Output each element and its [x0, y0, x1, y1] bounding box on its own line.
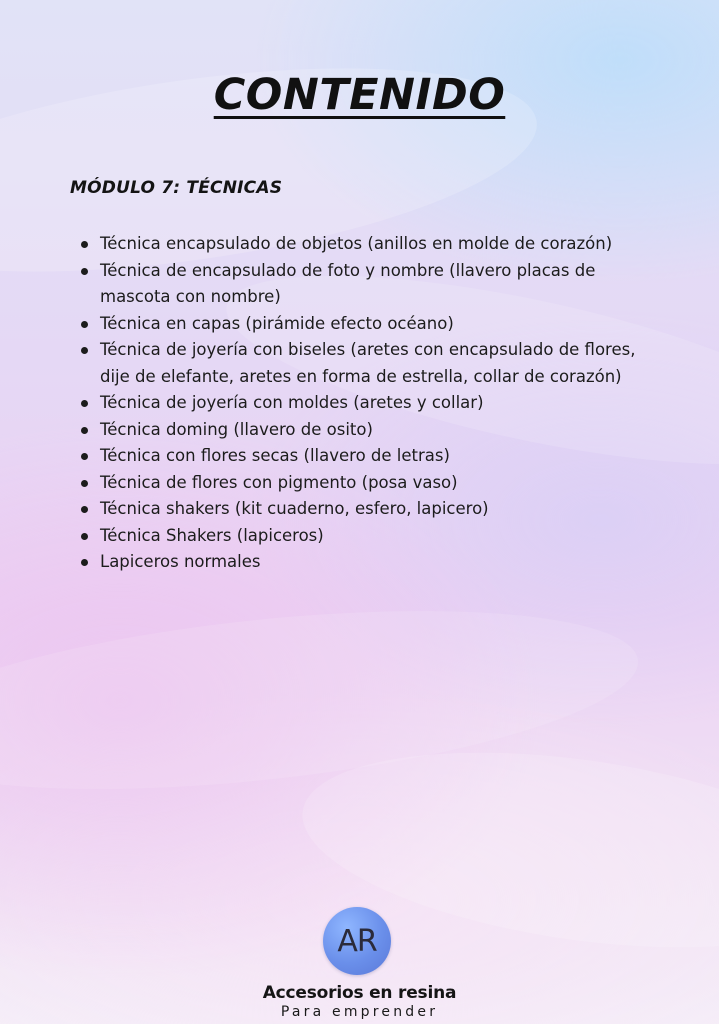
technique-list: [100, 231, 670, 576]
list-item: Técnica doming (llavero de osito): [100, 417, 670, 444]
brand-name: Accesorios en resina: [262, 983, 457, 1003]
background-swirl: [0, 581, 646, 820]
list-item: Técnica Shakers (lapiceros): [100, 523, 670, 550]
list-item: Lapiceros normales: [100, 549, 670, 576]
brand-tagline: Para emprender: [280, 1004, 439, 1020]
list-item: Técnica de joyería con moldes (aretes y collar): [100, 390, 670, 417]
brand-logo-mark: AR: [337, 923, 377, 959]
list-item: Técnica en capas (pirámide efecto océano): [100, 311, 670, 338]
list-item: Técnica de encapsulado de foto y nombre (llavero placas de mascota con nombre): [100, 258, 670, 311]
module-heading: MÓDULO 7: TÉCNICAS: [70, 178, 283, 198]
brand-logo: [323, 907, 391, 975]
list-item: Técnica encapsulado de objetos (anillos en molde de corazón): [100, 231, 670, 258]
list-item: Técnica shakers (kit cuaderno, esfero, lapicero): [100, 496, 670, 523]
list-item: Técnica de joyería con biseles (aretes con encapsulado de flores, dije de elefante, aretes en forma de estrella, collar de corazón): [100, 337, 670, 390]
page-title: CONTENIDO: [213, 70, 506, 120]
list-item: Técnica de flores con pigmento (posa vaso): [100, 470, 670, 497]
list-item: Técnica con flores secas (llavero de letras): [100, 443, 670, 470]
